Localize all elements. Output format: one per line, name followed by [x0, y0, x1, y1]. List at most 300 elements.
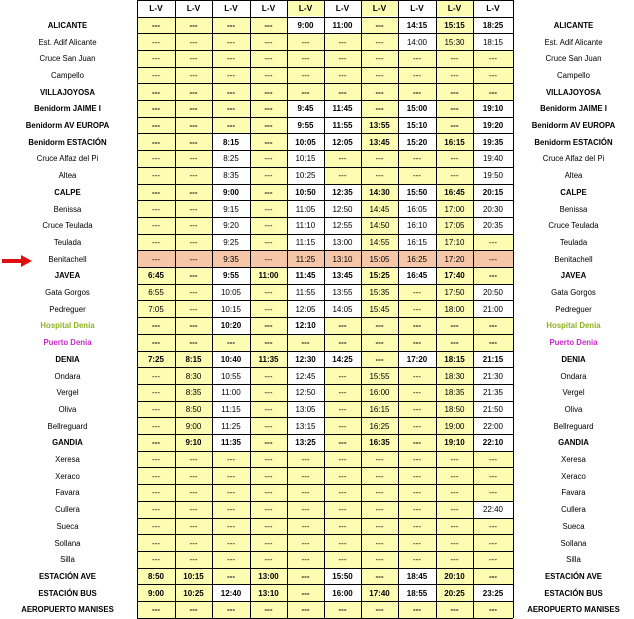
time-cell: ---	[398, 551, 436, 568]
time-cell: 17:40	[436, 268, 473, 285]
time-cell: ---	[324, 551, 361, 568]
stop-name-left: Favara	[55, 488, 80, 498]
time-cell: 14:00	[398, 34, 436, 51]
time-cell: ---	[398, 368, 436, 385]
time-cell: ---	[324, 602, 361, 619]
time-cell: ---	[324, 334, 361, 351]
time-cell: ---	[137, 451, 175, 468]
time-cell: 13:45	[324, 268, 361, 285]
table-row	[0, 184, 634, 201]
table-row	[0, 67, 634, 84]
time-cell: ---	[137, 151, 175, 168]
table-row	[0, 151, 634, 168]
stop-name-left: Cruce Alfaz del Pi	[36, 154, 99, 164]
time-cell: ---	[137, 518, 175, 535]
time-cell: 9:55	[212, 268, 250, 285]
time-cell: ---	[175, 101, 212, 118]
time-cell: ---	[137, 184, 175, 201]
time-cell: 14:05	[324, 301, 361, 318]
time-cell: ---	[212, 485, 250, 502]
time-cell: ---	[473, 468, 513, 485]
time-cell: ---	[175, 50, 212, 67]
time-cell: 10:15	[287, 151, 324, 168]
time-cell: ---	[250, 151, 287, 168]
time-cell: 7:05	[137, 301, 175, 318]
time-cell: 19:50	[473, 167, 513, 184]
time-cell: 16:05	[398, 201, 436, 218]
column-divider	[436, 0, 437, 618]
stop-name-right: Benissa	[559, 204, 588, 214]
time-cell: ---	[361, 151, 398, 168]
column-header: L-V	[149, 3, 163, 13]
table-row	[0, 34, 634, 51]
time-cell: 14:15	[398, 17, 436, 34]
table-row	[0, 368, 634, 385]
time-cell: 14:45	[361, 201, 398, 218]
time-cell: ---	[137, 334, 175, 351]
table-row	[0, 17, 634, 34]
time-cell: 10:50	[287, 184, 324, 201]
time-cell: ---	[361, 50, 398, 67]
time-cell: 17:05	[436, 217, 473, 234]
stop-name-left: Oliva	[58, 404, 77, 414]
time-cell: ---	[137, 468, 175, 485]
time-cell: 20:25	[436, 585, 473, 602]
time-cell: ---	[398, 485, 436, 502]
time-cell: ---	[361, 17, 398, 34]
time-cell: ---	[398, 167, 436, 184]
time-cell: ---	[398, 518, 436, 535]
time-cell: ---	[250, 117, 287, 134]
time-cell: 8:50	[175, 401, 212, 418]
column-header: L-V	[486, 3, 500, 13]
time-cell: 8:35	[212, 167, 250, 184]
time-cell: ---	[398, 535, 436, 552]
stop-name-left: Teulada	[53, 237, 82, 247]
stop-name-left: Benidorm ESTACIÓN	[28, 137, 107, 147]
stop-name-left: JAVEA	[54, 271, 81, 281]
time-cell: ---	[324, 451, 361, 468]
time-cell: ---	[473, 84, 513, 101]
time-cell: 9:20	[212, 217, 250, 234]
row-divider	[137, 0, 513, 1]
time-cell: ---	[212, 518, 250, 535]
time-cell: ---	[324, 501, 361, 518]
stop-name-right: Campello	[557, 70, 590, 80]
time-cell: 11:55	[287, 284, 324, 301]
time-cell: ---	[361, 451, 398, 468]
time-cell: ---	[361, 602, 398, 619]
row-divider	[137, 501, 513, 502]
table-row	[0, 468, 634, 485]
time-cell: ---	[473, 485, 513, 502]
time-cell: 16:45	[436, 184, 473, 201]
time-cell: ---	[137, 401, 175, 418]
time-cell: ---	[398, 318, 436, 335]
time-cell: ---	[175, 334, 212, 351]
column-header: L-V	[436, 0, 473, 16]
time-cell: ---	[324, 535, 361, 552]
time-cell: 19:35	[473, 134, 513, 151]
time-cell: ---	[398, 334, 436, 351]
time-cell: ---	[361, 501, 398, 518]
time-cell: 12:30	[287, 351, 324, 368]
time-cell: ---	[175, 268, 212, 285]
stop-name-left: GANDIA	[52, 438, 83, 448]
time-cell: 16:35	[361, 435, 398, 452]
time-cell: 12:55	[324, 217, 361, 234]
time-cell: 11:55	[324, 117, 361, 134]
table-row	[0, 418, 634, 435]
time-cell: 21:00	[473, 301, 513, 318]
time-cell: ---	[175, 67, 212, 84]
time-cell: ---	[137, 602, 175, 619]
time-cell: 18:55	[398, 585, 436, 602]
time-cell: ---	[137, 217, 175, 234]
row-divider	[137, 300, 513, 301]
time-cell: 15:20	[398, 134, 436, 151]
stop-name-left: Puerto Denia	[43, 338, 92, 348]
time-cell: ---	[287, 551, 324, 568]
column-divider	[175, 0, 176, 618]
stop-name-left: Xeresa	[55, 455, 80, 465]
time-cell: ---	[287, 501, 324, 518]
time-cell: 8:15	[175, 351, 212, 368]
time-cell: ---	[250, 17, 287, 34]
time-cell: 21:50	[473, 401, 513, 418]
time-cell: ---	[436, 485, 473, 502]
row-divider	[137, 83, 513, 84]
stop-name-right: GANDIA	[558, 438, 589, 448]
table-row	[0, 201, 634, 218]
column-header: L-V	[287, 0, 324, 16]
time-cell: ---	[287, 468, 324, 485]
time-cell: ---	[137, 435, 175, 452]
time-cell: 19:00	[436, 418, 473, 435]
time-cell: ---	[212, 34, 250, 51]
time-cell: 16:15	[361, 401, 398, 418]
stop-name-left: Sollana	[54, 538, 81, 548]
time-cell: 13:10	[324, 251, 361, 268]
stop-name-left: Benissa	[53, 204, 82, 214]
time-cell: ---	[473, 268, 513, 285]
column-divider	[473, 0, 474, 618]
stop-name-right: Benidorm AV EUROPA	[531, 121, 616, 131]
time-cell: ---	[250, 67, 287, 84]
time-cell: 22:40	[473, 501, 513, 518]
time-cell: ---	[287, 585, 324, 602]
time-cell: ---	[137, 485, 175, 502]
stop-name-right: Sueca	[562, 521, 585, 531]
time-cell: ---	[361, 535, 398, 552]
time-cell: 8:50	[137, 568, 175, 585]
time-cell: ---	[361, 568, 398, 585]
column-divider	[513, 0, 514, 618]
time-cell: 20:35	[473, 217, 513, 234]
time-cell: ---	[473, 451, 513, 468]
time-cell: 13:55	[361, 117, 398, 134]
stop-name-right: CALPE	[560, 187, 587, 197]
column-header: L-V	[224, 3, 238, 13]
time-cell: ---	[175, 501, 212, 518]
time-cell: 17:10	[436, 234, 473, 251]
time-cell: ---	[212, 101, 250, 118]
time-cell: ---	[250, 134, 287, 151]
stop-name-left: Hospital Denia	[40, 321, 95, 331]
row-divider	[137, 67, 513, 68]
time-cell: ---	[175, 301, 212, 318]
time-cell: ---	[175, 551, 212, 568]
table-row	[0, 501, 634, 518]
time-cell: ---	[137, 551, 175, 568]
table-row	[0, 234, 634, 251]
time-cell: ---	[250, 334, 287, 351]
row-divider	[137, 100, 513, 101]
stop-name-right: Cruce Alfaz del Pi	[542, 154, 605, 164]
time-cell: ---	[324, 368, 361, 385]
table-row	[0, 101, 634, 118]
time-cell: ---	[473, 234, 513, 251]
time-cell: 22:10	[473, 435, 513, 452]
time-cell: ---	[287, 50, 324, 67]
row-divider	[137, 184, 513, 185]
stop-name-left: Sueca	[56, 521, 79, 531]
time-cell: 13:00	[324, 234, 361, 251]
time-cell: 20:10	[436, 568, 473, 585]
time-cell: 11:00	[324, 17, 361, 34]
table-row	[0, 318, 634, 335]
time-cell: 11:45	[324, 101, 361, 118]
table-row	[0, 84, 634, 101]
time-cell: ---	[175, 134, 212, 151]
stop-name-right: VILLAJOYOSA	[545, 87, 602, 97]
stop-name-left: Benidorm JAIME I	[34, 104, 101, 114]
stop-name-left: Xeraco	[55, 471, 80, 481]
time-cell: 15:25	[361, 268, 398, 285]
time-cell: ---	[250, 50, 287, 67]
table-row	[0, 585, 634, 602]
row-divider	[137, 334, 513, 335]
time-cell: 18:35	[436, 384, 473, 401]
row-divider	[137, 217, 513, 218]
time-cell: 10:05	[212, 284, 250, 301]
time-cell: 9:00	[287, 17, 324, 34]
time-cell: ---	[175, 518, 212, 535]
time-cell: ---	[473, 518, 513, 535]
time-cell: ---	[250, 468, 287, 485]
time-cell: ---	[175, 167, 212, 184]
time-cell: ---	[361, 551, 398, 568]
time-cell: ---	[361, 485, 398, 502]
time-cell: ---	[436, 151, 473, 168]
time-cell: 17:20	[436, 251, 473, 268]
time-cell: ---	[212, 50, 250, 67]
time-cell: ---	[324, 318, 361, 335]
time-cell: 11:15	[287, 234, 324, 251]
row-divider	[137, 551, 513, 552]
time-cell: 18:00	[436, 301, 473, 318]
time-cell: ---	[398, 50, 436, 67]
time-cell: ---	[175, 535, 212, 552]
stop-name-left: Benitachell	[48, 254, 87, 264]
time-cell: ---	[473, 318, 513, 335]
time-cell: 11:05	[287, 201, 324, 218]
time-cell: 13:25	[287, 435, 324, 452]
time-cell: 13:15	[287, 418, 324, 435]
column-header: L-V	[335, 3, 350, 13]
time-cell: 8:35	[175, 384, 212, 401]
stop-name-left: ESTACIÓN BUS	[38, 588, 97, 598]
time-cell: ---	[398, 301, 436, 318]
time-cell: 8:30	[175, 368, 212, 385]
table-row	[0, 117, 634, 134]
time-cell: ---	[473, 251, 513, 268]
stop-name-right: Pedreguer	[555, 304, 592, 314]
time-cell: 15:30	[436, 34, 473, 51]
time-cell: ---	[250, 368, 287, 385]
time-cell: ---	[398, 418, 436, 435]
table-row	[0, 568, 634, 585]
column-divider	[250, 0, 251, 618]
time-cell: ---	[398, 468, 436, 485]
time-cell: 14:25	[324, 351, 361, 368]
table-row	[0, 351, 634, 368]
time-cell: ---	[473, 602, 513, 619]
time-cell: ---	[324, 167, 361, 184]
stop-name-left: Pedreguer	[49, 304, 86, 314]
stop-name-left: DENIA	[55, 354, 80, 364]
time-cell: ---	[212, 117, 250, 134]
row-divider	[137, 434, 513, 435]
column-divider	[212, 0, 213, 618]
time-cell: ---	[212, 84, 250, 101]
row-divider	[137, 267, 513, 268]
time-cell: ---	[250, 501, 287, 518]
time-cell: 15:45	[361, 301, 398, 318]
time-cell: ---	[361, 67, 398, 84]
time-cell: 16:25	[398, 251, 436, 268]
time-cell: 16:25	[361, 418, 398, 435]
time-cell: ---	[361, 468, 398, 485]
stop-name-right: Cruce San Juan	[545, 54, 602, 64]
stop-name-left: Cruce Teulada	[42, 221, 93, 231]
stop-name-right: Xeresa	[561, 455, 586, 465]
time-cell: 18:15	[436, 351, 473, 368]
time-cell: ---	[175, 34, 212, 51]
time-cell: ---	[250, 167, 287, 184]
time-cell: ---	[473, 551, 513, 568]
stop-name-right: Gata Gorgos	[551, 288, 596, 298]
time-cell: 15:35	[361, 284, 398, 301]
time-cell: ---	[137, 167, 175, 184]
time-cell: ---	[473, 334, 513, 351]
time-cell: ---	[436, 518, 473, 535]
time-cell: 10:55	[212, 368, 250, 385]
time-cell: ---	[398, 435, 436, 452]
time-cell: ---	[436, 451, 473, 468]
time-cell: 9:00	[212, 184, 250, 201]
stop-name-right: AEROPUERTO MANISES	[527, 605, 620, 615]
table-row	[0, 217, 634, 234]
time-cell: 11:35	[250, 351, 287, 368]
time-cell: ---	[250, 602, 287, 619]
time-cell: 11:10	[287, 217, 324, 234]
time-cell: ---	[473, 535, 513, 552]
time-cell: 8:25	[212, 151, 250, 168]
table-row-highlighted	[0, 251, 634, 268]
time-cell: ---	[250, 451, 287, 468]
row-divider	[137, 568, 513, 569]
time-cell: ---	[436, 551, 473, 568]
time-cell: 8:15	[212, 134, 250, 151]
time-cell: 9:45	[287, 101, 324, 118]
time-cell: 19:20	[473, 117, 513, 134]
stop-name-right: Ondara	[560, 371, 587, 381]
time-cell: ---	[175, 201, 212, 218]
time-cell: ---	[324, 84, 361, 101]
stop-name-left: Ondara	[54, 371, 81, 381]
time-cell: ---	[137, 418, 175, 435]
time-cell: 12:05	[324, 134, 361, 151]
row-divider	[137, 284, 513, 285]
time-cell: 9:15	[212, 201, 250, 218]
stop-name-right: JAVEA	[560, 271, 587, 281]
time-cell: 12:10	[287, 318, 324, 335]
column-divider	[324, 0, 325, 618]
time-cell: ---	[137, 50, 175, 67]
time-cell: ---	[137, 368, 175, 385]
time-cell: 15:05	[361, 251, 398, 268]
row-divider	[137, 351, 513, 352]
time-cell: ---	[137, 84, 175, 101]
stop-name-left: AEROPUERTO MANISES	[21, 605, 114, 615]
row-divider	[137, 250, 513, 251]
time-cell: 7:25	[137, 351, 175, 368]
stop-name-left: Bellreguard	[47, 421, 88, 431]
time-cell: ---	[137, 318, 175, 335]
time-cell: ---	[175, 117, 212, 134]
time-cell: ---	[212, 535, 250, 552]
time-cell: ---	[137, 501, 175, 518]
time-cell: 9:55	[287, 117, 324, 134]
time-cell: 11:15	[212, 401, 250, 418]
row-divider	[137, 467, 513, 468]
time-cell: 18:30	[436, 368, 473, 385]
time-cell: 17:20	[398, 351, 436, 368]
time-cell: 14:50	[361, 217, 398, 234]
stop-name-left: VILLAJOYOSA	[39, 87, 96, 97]
time-cell: 13:05	[287, 401, 324, 418]
time-cell: 17:50	[436, 284, 473, 301]
time-cell: 18:25	[473, 17, 513, 34]
time-cell: ---	[137, 251, 175, 268]
table-row	[0, 518, 634, 535]
time-cell: ---	[175, 468, 212, 485]
column-divider	[398, 0, 399, 618]
stop-name-right: Silla	[566, 555, 581, 565]
time-cell: ---	[287, 451, 324, 468]
time-cell: 10:25	[175, 585, 212, 602]
time-cell: ---	[175, 234, 212, 251]
time-cell: ---	[175, 151, 212, 168]
time-cell: 15:00	[398, 101, 436, 118]
time-cell: ---	[250, 518, 287, 535]
time-cell: ---	[436, 50, 473, 67]
time-cell: ---	[287, 485, 324, 502]
stop-name-left: ESTACIÓN AVE	[38, 571, 97, 581]
time-cell: ---	[250, 201, 287, 218]
time-cell: ---	[137, 117, 175, 134]
